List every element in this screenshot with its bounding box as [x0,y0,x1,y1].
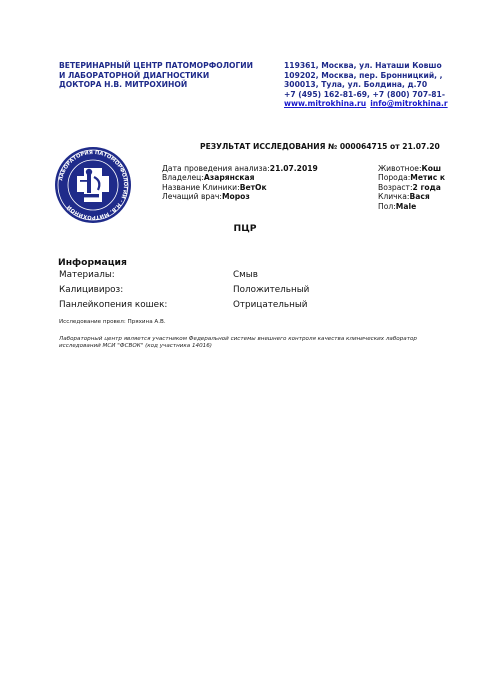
table-row [59,268,309,283]
owner [162,173,318,182]
email-link[interactable]: info@mitrokhina.r [370,99,448,109]
clinic-name-line: ВЕТЕРИНАРНЫЙ ЦЕНТР ПАТОМОРФОЛОГИИ [59,61,254,70]
nickname-label: Кличка: [378,192,410,202]
animal-details [378,164,490,211]
species-value: Кош [421,164,442,173]
doctor [162,192,318,201]
analysis-details [162,164,318,202]
sex [378,202,490,211]
owner-value: Азарянская [203,173,255,183]
address-line: 109202, Москва, пер. Бронницкий, , [284,70,443,80]
info-title: Информация [58,257,127,268]
performed-by: Исследование провел: Пряхина А.В. [59,319,166,325]
age [378,183,490,192]
clinic-name-line: ДОКТОРА Н.В. МИТРОХИНОЙ [59,80,188,90]
nickname-value: Вася [409,192,430,202]
clinic-name [59,61,279,90]
result-param: Материалы: [59,270,115,281]
age-label: Возраст: [378,182,413,192]
owner-label: Владелец: [162,173,204,183]
clinic-field-label: Название Клиники: [162,182,240,192]
phone-line: +7 (495) 162-81-69, +7 (800) 707-81- [284,89,445,99]
species-label: Животное: [378,164,422,173]
clinic-contacts [284,61,490,109]
doctor-label: Лечащий врач: [162,192,222,202]
note-line: исследований МСИ "ФСВОК" (код участника 14016) [59,342,212,349]
nickname [378,192,490,201]
contact-links [284,99,490,109]
species [378,164,490,173]
doctor-value: Мороз [221,192,250,202]
result-param: Панлейкопения кошек: [59,299,168,310]
age-value: 2 года [412,182,441,192]
breed-label: Порода: [378,173,411,183]
quality-note [59,336,490,350]
logo-ring-text: ЛАБОРАТОРИЯ ПАТОМОРФОЛОГИИ · Н.В. МИТРОХИНОЙ [58,149,129,221]
address-line: 300013, Тула, ул. Болдина, д.70 [284,80,428,90]
table-row [59,283,309,298]
note-line: Лабораторный центр является участником Федеральной системы внешнего контроля качества клинических лаборатор [59,336,417,342]
analysis-date [162,164,318,173]
sex-value: Male [395,201,417,211]
report-title: РЕЗУЛЬТАТ ИССЛЕДОВАНИЯ № 000064715 от 21.07.20 [200,142,440,151]
website-link[interactable]: www.mitrokhina.ru [284,99,367,109]
analysis-date-value: 21.07.2019 [269,164,318,173]
results-table [59,268,309,312]
clinic-name-line: И ЛАБОРАТОРНОЙ ДИАГНОСТИКИ [59,70,210,80]
sex-label: Пол: [378,201,396,211]
analysis-date-label: Дата проведения анализа: [162,164,270,173]
clinic-field [162,183,318,192]
result-param: Калицивироз: [59,285,124,296]
result-value: Отрицательный [233,299,308,310]
address-line: 119361, Москва, ул. Наташи Ковшо [284,61,442,70]
breed-value: Метис к [410,173,446,183]
result-value: Положительный [233,285,310,296]
clinic-field-value: ВетОк [239,182,267,192]
clinic-logo [52,146,134,224]
breed [378,173,490,182]
table-row [59,298,309,313]
result-value: Смыв [233,270,258,281]
section-title: ПЦР [233,223,257,234]
